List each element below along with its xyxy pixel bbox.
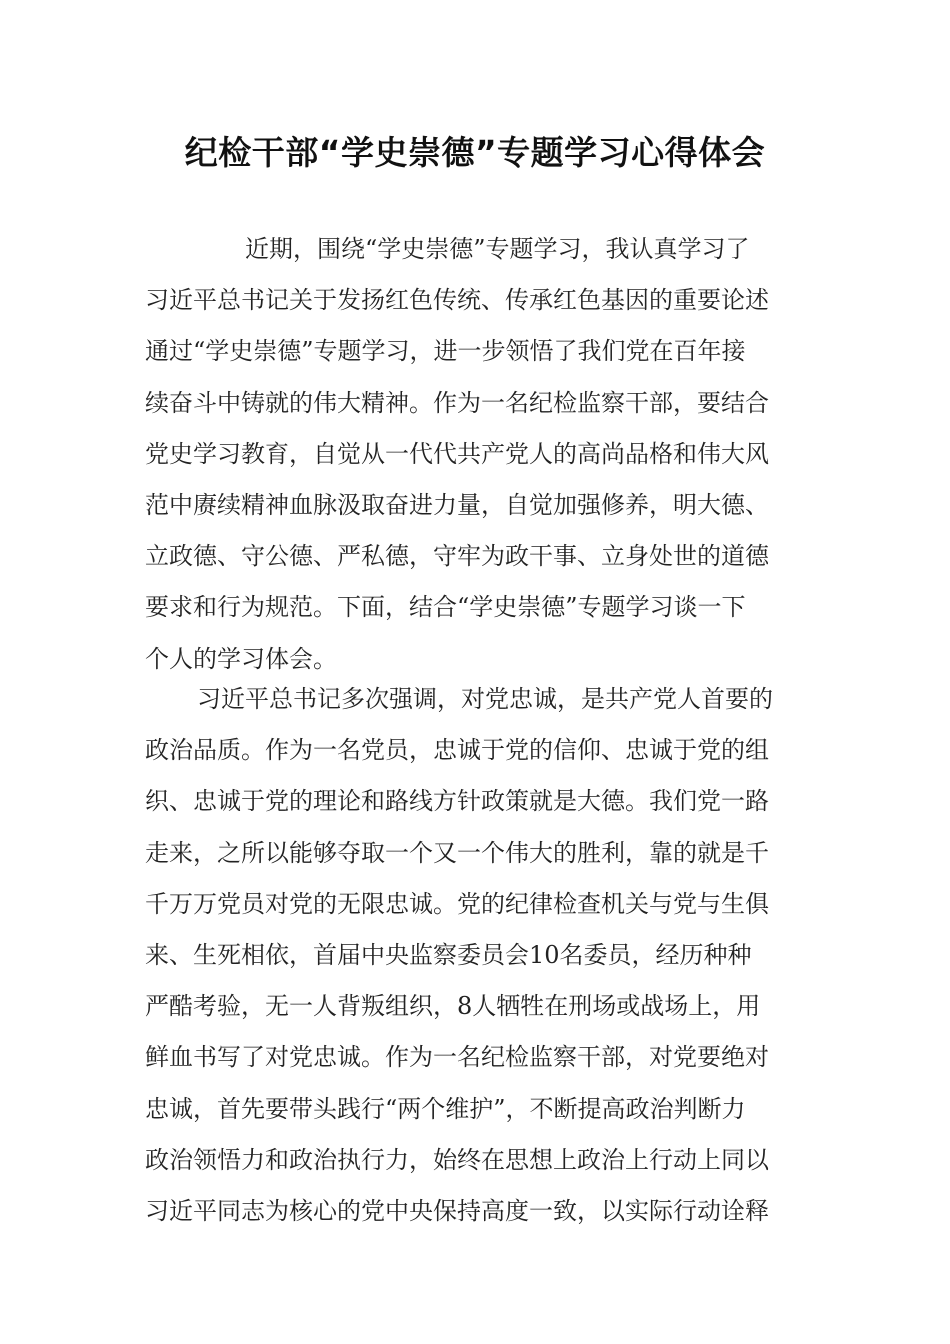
text-line: 政治领悟力和政治执行力，始终在思想上政治上行动上同以 <box>145 1145 769 1174</box>
text-line: 个人的学习体会。 <box>145 644 337 673</box>
text-line: 严酷考验，无一人背叛组织，8人牺牲在刑场或战场上，用 <box>145 992 761 1021</box>
text-line: 忠诚，首先要带头践行“两个维护”，不断提高政治判断力 <box>145 1094 746 1123</box>
text-line: 党史学习教育，自觉从一代代共产党人的高尚品格和伟大风 <box>145 439 769 468</box>
text-line: 走来，之所以能够夺取一个又一个伟大的胜利，靠的就是千 <box>145 838 769 867</box>
text-line: 立政德、守公德、严私德，守牢为政干事、立身处世的道德 <box>145 542 769 571</box>
text-line: 来、生死相依，首届中央监察委员会10名委员，经历种种 <box>145 940 752 969</box>
text-line: 政治品质。作为一名党员，忠诚于党的信仰、忠诚于党的组 <box>145 736 769 765</box>
text-line: 近期，围绕“学史崇德”专题学习，我认真学习了 <box>245 235 750 263</box>
text-line: 千万万党员对党的无限忠诚。党的纪律检查机关与党与生俱 <box>145 889 769 918</box>
text-line: 习近平同志为核心的党中央保持高度一致，以实际行动诠释 <box>145 1196 769 1225</box>
text-line: 范中赓续精神血脉汲取奋进力量，自觉加强修养，明大德、 <box>145 490 769 519</box>
text-line: 鲜血书写了对党忠诚。作为一名纪检监察干部，对党要绝对 <box>145 1043 769 1072</box>
text-line: 织、忠诚于党的理论和路线方针政策就是大德。我们党一路 <box>145 787 769 816</box>
text-line: 通过“学史崇德”专题学习，进一步领悟了我们党在百年接 <box>145 337 746 366</box>
text-line: 续奋斗中铸就的伟大精神。作为一名纪检监察干部，要结合 <box>145 388 769 417</box>
document-title: 纪检干部“学史崇德”专题学习心得体会 <box>184 133 766 172</box>
paragraph-1 <box>145 224 810 685</box>
text-line: 习近平总书记关于发扬红色传统、传承红色基因的重要论述 <box>145 286 769 315</box>
text-line: 要求和行为规范。下面，结合“学史崇德”专题学习谈一下 <box>145 593 746 622</box>
text-line: 习近平总书记多次强调，对党忠诚，是共产党人首要的 <box>197 685 773 713</box>
paragraph-2 <box>145 674 810 1237</box>
